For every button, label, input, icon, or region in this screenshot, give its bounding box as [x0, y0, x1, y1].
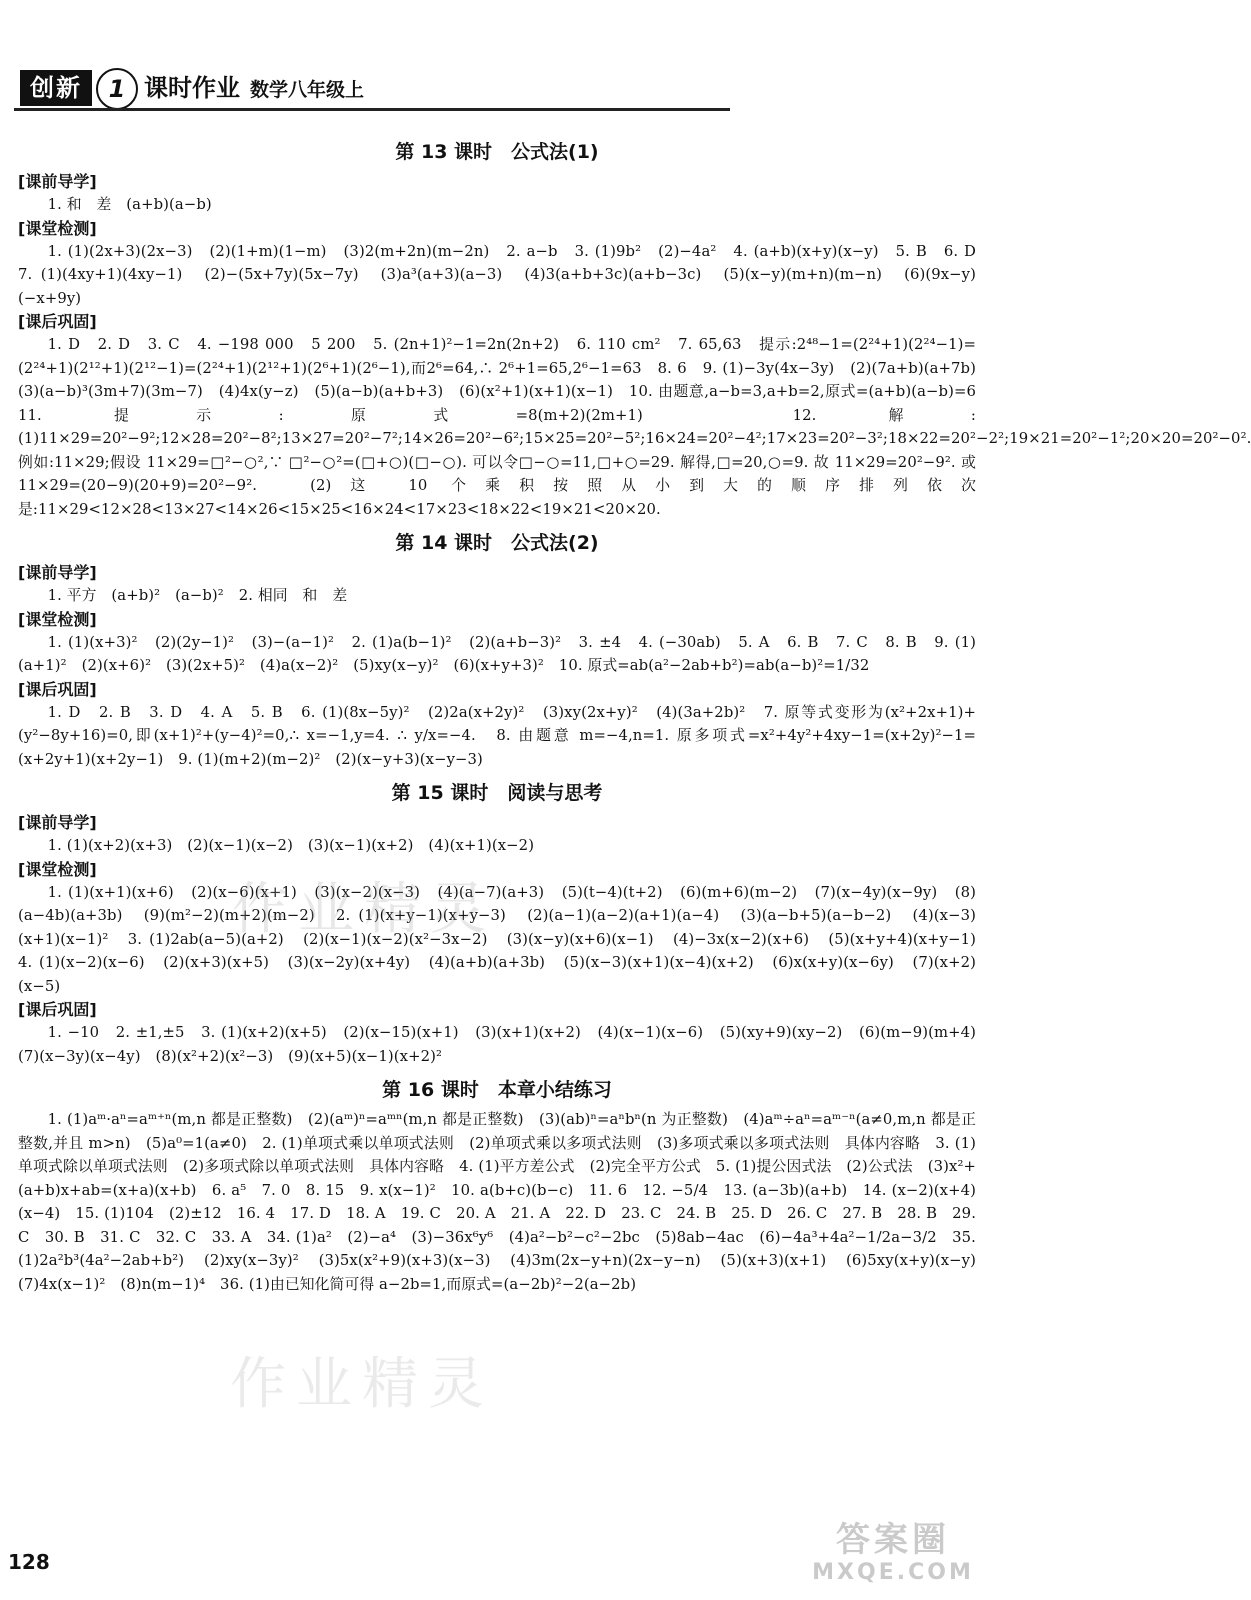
- answer-text: 1. (1)(x+2)(x+3) (2)(x−1)(x−2) (3)(x−1)(x+2) (4)(x+1)(x−2): [47, 837, 535, 854]
- subsection-label: [课前导学]: [18, 172, 97, 191]
- site-watermark-url: MXQE.COM: [812, 1560, 974, 1585]
- section-title: 第 14 课时 公式法(2): [395, 532, 599, 554]
- answer-text: 1. (1)aᵐ·aⁿ=aᵐ⁺ⁿ(m,n 都是正整数) (2)(aᵐ)ⁿ=aᵐⁿ(m,n 都是正整数) (3)(ab)ⁿ=aⁿbⁿ(n 为正整数) (4)aᵐ÷aⁿ=aᵐ⁻ⁿ(a≠0,m,n 都是正整数,并且 m>n) (5)a⁰=1(a≠0) 2. (1)单项式乘以单项式法则 (2)单项式乘以多项式法则 (3)多项式乘以多项式法则 具体内容略 3. (1)单项式除以单项式法则 (2)多项式除以单项式法则 具体内容略 4. (1)平方差公式 (2)完全平方公式 5. (1)提公因式法 (2)公式法 (3)x²+(a+b)x+ab=(x+a)(x+b) 6. a⁵ 7. 0 8. 15 9. x(x−1)² 10. a(b+c)(b−c) 11. 6 12. −5/4 13. (a−3b)(a+b) 14. (x−2)(x+4)(x−4) 15. (1)104 (2)±12 16. 4 17. D 18. A 19. C 20. A 21. A 22. D 23. C 24. B 25. D 26. C 27. B 28. B 29. C 30. B 31. C 32. C 33. A 34. (1)a² (2)−a⁴ (3)−36x⁶y⁶ (4)a²−b²−c²−2bc (5)8ab−4ac (6)−4a³+4a²−1/2a−3/2 35. (1)2a²b³(4a²−2ab+b²) (2)xy(x−3y)² (3)5x(x²+9)(x+3)(x−3) (4)3m(2x−y+n)(2x−y−n) (5)(x+3)(x+1) (6)5xy(x+y)(x−y) (7)4x(x−1)² (8)n(m−1)⁴ 36. (1)由已知化简可得 a−2b=1,而原式=(a−2b)²−2(a−2b): [18, 1111, 991, 1293]
- subsection-label: [课后巩固]: [18, 312, 97, 331]
- brand-label: 创新: [20, 70, 92, 106]
- answer-text: 1. 和 差 (a+b)(a−b): [47, 196, 212, 213]
- site-watermark-name: 答案圈: [836, 1520, 950, 1560]
- header-divider: [14, 108, 730, 111]
- answer-text: 1. (1)(x+1)(x+6) (2)(x−6)(x+1) (3)(x−2)(x−3) (4)(a−7)(a+3) (5)(t−4)(t+2) (6)(m+6)(m−2) (7)(x−4y)(x−9y) (8)(a−4b)(a+3b) (9)(m²−2)(m+2)(m−2) 2. (1)(x+y−1)(x+y−3) (2)(a−1)(a−2)(a+1)(a−4) (3)(a−b+5)(a−b−2) (4)(x−3)(x+1)(x−1)² 3. (1)2ab(a−5)(a+2) (2)(x−1)(x−2)(x²−3x−2) (3)(x−y)(x+6)(x−1) (4)−3x(x−2)(x+6) (5)(x+y+4)(x+y−1) 4. (1)(x−2)(x−6) (2)(x+3)(x+5) (3)(x−2y)(x+4y) (4)(a+b)(a+3b) (5)(x−3)(x+1)(x−4)(x+2) (6)x(x+y)(x−6y) (7)(x+2)(x−5): [18, 883, 991, 995]
- answer-text: 1. D 2. B 3. D 4. A 5. B 6. (1)(8x−5y)² (2)2a(x+2y)² (3)xy(2x+y)² (4)(3a+2b)² 7. 原等式变形为(x²+2x+1)+(y²−8y+16)=0,即(x+1)²+(y−4)²=0,∴ x=−1,y=4. ∴ y/x=−4. 8. 由题意 m=−4,n=1. 原多项式=x²+4y²+4xy−1=(x+2y)²−1=(x+2y+1)(x+2y−1) 9. (1)(m+2)(m−2)² (2)(x−y+3)(x−y−3): [18, 703, 976, 768]
- book-subtitle: 数学八年级上: [250, 79, 365, 101]
- subsection-label: [课前导学]: [18, 563, 97, 582]
- subsection-label: [课堂检测]: [18, 859, 97, 879]
- watermark: 作业精灵: [232, 877, 496, 942]
- page-number: 128: [8, 1550, 50, 1574]
- subsection-label: [课后巩固]: [18, 679, 97, 699]
- answer-text: 1. (1)(x+3)² (2)(2y−1)² (3)−(a−1)² 2. (1)a(b−1)² (2)(a+b−3)² 3. ±4 4. (−30ab) 5. A 6. B 7. C 8. B 9. (1)(a+1)² (2)(x+6)² (3)(2x+5)² (4)a(x−2)² (5)xy(x−y)² (6)(x+y+3)² 10. 原式=ab(a²−2ab+b²)=ab(a−b)²=1/32: [18, 633, 976, 674]
- section-title: 第 13 课时 公式法(1): [395, 141, 599, 163]
- answer-text: 1. (1)(2x+3)(2x−3) (2)(1+m)(1−m) (3)2(m+2n)(m−2n) 2. a−b 3. (1)9b² (2)−4a² 4. (a+b)(x+y)(x−y) 5. B 6. D 7. (1)(4xy+1)(4xy−1) (2)−(5x+7y)(5x−7y) (3)a³(a+3)(a−3) (4)3(a+b+3c)(a+b−3c) (5)(x−y)(m+n)(m−n) (6)(9x−y)(−x+9y): [18, 242, 991, 307]
- answer-text: 1. D 2. D 3. C 4. −198 000 5 200 5. (2n+1)²−1=2n(2n+2) 6. 110 cm² 7. 65,63 提示:2⁴⁸−1=(2²⁴+1)(2²⁴−1)=(2²⁴+1)(2¹²+1)(2¹²−1)=(2²⁴+1)(2¹²+1)(2⁶+1)(2⁶−1),而2⁶=64,∴ 2⁶+1=65,2⁶−1=63 8. 6 9. (1)−3y(4x−3y) (2)(7a+b)(a+7b) (3)(a−b)³(3m+7)(3m−7) (4)4x(y−z) (5)(a−b)(a+b+3) (6)(x²+1)(x+1)(x−1) 10. 由题意,a−b=3,a+b=2,原式=(a+b)(a−b)=6 11. 提示:原式=8(m+2)(2m+1) 12. 解:(1)11×29=20²−9²;12×28=20²−8²;13×27=20²−7²;14×26=20²−6²;15×25=20²−5²;16×24=20²−4²;17×23=20²−3²;18×22=20²−2²;19×21=20²−1²;20×20=20²−0². 例如:11×29;假设 11×29=□²−○²,∵ □²−○²=(□+○)(□−○). 可以令□−○=11,□+○=29. 解得,□=20,○=9. 故 11×29=20²−9². 或 11×29=(20−9)(20+9)=20²−9². (2)这 10 个乘积按照从小到大的顺序排列依次是:11×29<12×28<13×27<14×26<15×25<16×24<17×23<18×22<19×21<20×20.: [18, 336, 1251, 518]
- section-title: 第 16 课时 本章小结练习: [382, 1079, 612, 1101]
- subsection-label: [课前导学]: [18, 813, 97, 832]
- answer-text: 1. 平方 (a+b)² (a−b)² 2. 相同 和 差: [47, 587, 348, 604]
- brand-logo-icon: 1: [96, 68, 138, 110]
- section-title: 第 15 课时 阅读与思考: [391, 782, 603, 804]
- watermark: 作业精灵: [230, 1352, 494, 1417]
- answer-text: 1. −10 2. ±1,±5 3. (1)(x+2)(x+5) (2)(x−15)(x+1) (3)(x+1)(x+2) (4)(x−1)(x−6) (5)(xy+9)(xy−2) (6)(m−9)(m+4) (7)(x−3y)(x−4y) (8)(x²+2)(x²−3) (9)(x+5)(x−1)(x+2)²: [18, 1024, 991, 1065]
- site-watermark-logo: [808, 1520, 978, 1594]
- answer-content: [18, 136, 1251, 1296]
- subsection-label: [课堂检测]: [18, 609, 97, 629]
- book-title: 课时作业: [144, 74, 240, 102]
- page-header: [14, 66, 730, 110]
- subsection-label: [课堂检测]: [18, 218, 97, 238]
- subsection-label: [课后巩固]: [18, 1000, 97, 1019]
